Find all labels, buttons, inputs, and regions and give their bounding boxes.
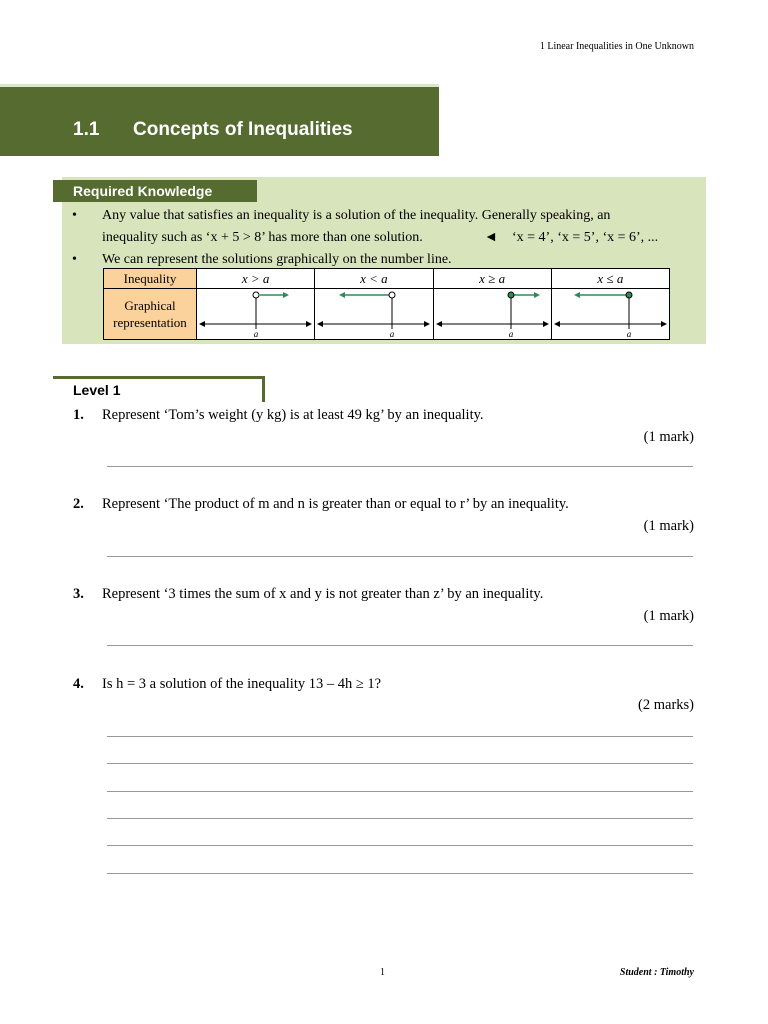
- bullet-1-note: ‘x = 4’, ‘x = 5’, ‘x = 6’, ...: [512, 230, 659, 245]
- bullet-dot: •: [72, 252, 77, 267]
- question-text: Represent ‘Tom’s weight (y kg) is at least 49 kg’ by an inequality.: [102, 407, 484, 423]
- point-label: a: [253, 329, 259, 339]
- question-text: Represent ‘3 times the sum of x and y is not greater than z’ by an inequality.: [102, 586, 544, 602]
- point-label: a: [626, 329, 631, 339]
- footer-student: Student : Timothy: [619, 967, 694, 978]
- answer-line[interactable]: [107, 791, 693, 792]
- footer-page-number: 1: [380, 967, 385, 978]
- bullet-1-line-2: inequality such as ‘x + 5 > 8’ has more than one solution.: [102, 230, 423, 245]
- question-number: 1.: [73, 407, 84, 423]
- table-row-label-inequality: Inequality: [104, 269, 197, 289]
- table-row-label-graphical: [104, 289, 197, 340]
- number-line-gt: [197, 289, 314, 339]
- question-number: 2.: [73, 496, 84, 512]
- marks-label: (1 mark): [643, 518, 694, 534]
- answer-line[interactable]: [107, 466, 693, 467]
- answer-line[interactable]: [107, 736, 693, 737]
- number-line-cell: [551, 289, 669, 340]
- number-line-cell: [315, 289, 433, 340]
- table-header-cell: x ≥ a: [433, 269, 551, 289]
- table-header-cell: x ≤ a: [551, 269, 669, 289]
- number-line-cell: [433, 289, 551, 340]
- question-text: Represent ‘The product of m and n is greater than or equal to r’ by an inequality.: [102, 496, 569, 512]
- question-number: 4.: [73, 676, 84, 692]
- marks-label: (2 marks): [638, 697, 694, 713]
- question-text: Is h = 3 a solution of the inequality 13 – 4h ≥ 1?: [102, 676, 382, 692]
- marks-label: (1 mark): [643, 608, 694, 624]
- running-header: 1 Linear Inequalities in One Unknown: [539, 41, 694, 52]
- pointer-icon: ◄: [484, 230, 498, 245]
- section-number: 1.1: [73, 119, 100, 140]
- required-knowledge-tab: Required Knowledge: [53, 180, 257, 202]
- section-title-bar: [0, 84, 439, 156]
- answer-line[interactable]: [107, 763, 693, 764]
- marks-label: (1 mark): [643, 429, 694, 445]
- bullet-1-line-1: Any value that satisfies an inequality is a solution of the inequality. Generally speaking, an: [102, 208, 611, 223]
- level-label: Level 1: [73, 382, 121, 398]
- point-label: a: [508, 329, 513, 339]
- inequality-table: [103, 268, 670, 340]
- answer-line[interactable]: [107, 556, 693, 557]
- bullet-2-text: We can represent the solutions graphically on the number line.: [102, 252, 452, 267]
- answer-line[interactable]: [107, 845, 693, 846]
- point-label: a: [390, 329, 395, 339]
- number-line-le: [552, 289, 669, 339]
- question-number: 3.: [73, 586, 84, 602]
- row-label-line-2: representation: [113, 315, 187, 330]
- answer-line[interactable]: [107, 818, 693, 819]
- number-line-cell: [197, 289, 315, 340]
- number-line-ge: [434, 289, 551, 339]
- table-header-cell: x > a: [197, 269, 315, 289]
- section-title: Concepts of Inequalities: [133, 119, 353, 140]
- row-label-line-1: Graphical: [124, 298, 176, 313]
- answer-line[interactable]: [107, 645, 693, 646]
- answer-line[interactable]: [107, 873, 693, 874]
- number-line-lt: [315, 289, 432, 339]
- bullet-dot: •: [72, 208, 77, 223]
- table-header-cell: x < a: [315, 269, 433, 289]
